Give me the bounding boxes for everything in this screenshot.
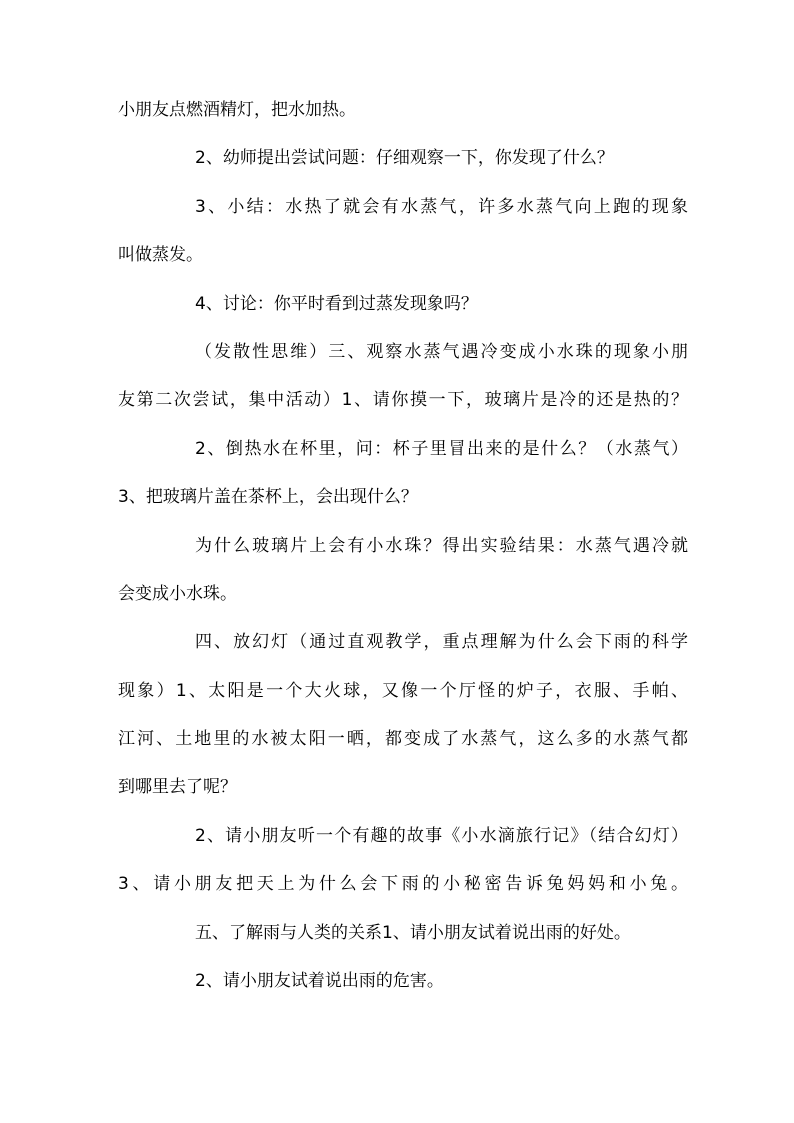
text-line: （发散性思维）三、观察水蒸气遇冷变成小水珠的现象小朋	[195, 341, 688, 362]
text-line: 五、了解雨与人类的关系1、请小朋友试着说出雨的好处。	[195, 922, 631, 943]
text-line: 会变成小水珠。	[118, 583, 237, 604]
text-line: 为什么玻璃片上会有小水珠？得出实验结果：水蒸气遇冷就	[195, 535, 688, 556]
text-line: 叫做蒸发。	[118, 245, 203, 266]
text-line: 江河、土地里的水被太阳一晒，都变成了水蒸气，这么多的水蒸气都	[118, 729, 688, 750]
text-line: 3、请小朋友把天上为什么会下雨的小秘密告诉兔妈妈和小兔。	[118, 874, 688, 895]
document-body	[118, 86, 688, 1005]
text-line: 4、讨论：你平时看到过蒸发现象吗？	[195, 293, 478, 314]
text-line: 2、倒热水在杯里，问：杯子里冒出来的是什么？（水蒸气）	[195, 438, 688, 459]
text-line: 现象）1、太阳是一个大火球，又像一个厅怪的炉子，衣服、手帕、	[118, 680, 688, 701]
text-line: 到哪里去了呢？	[118, 777, 237, 798]
text-line: 2、请小朋友听一个有趣的故事《小水滴旅行记》（结合幻灯）	[195, 825, 688, 846]
text-line: 小朋友点燃酒精灯，把水加热。	[118, 100, 356, 120]
text-line: 3、把玻璃片盖在茶杯上，会出现什么？	[118, 487, 418, 508]
text-line: 2、请小朋友试着说出雨的危害。	[195, 971, 444, 992]
text-line: 友第二次尝试，集中活动）1、请你摸一下，玻璃片是冷的还是热的？	[118, 390, 688, 411]
text-line: 2、幼师提出尝试问题：仔细观察一下，你发现了什么？	[195, 148, 614, 169]
text-line: 四、放幻灯（通过直观教学，重点理解为什么会下雨的科学	[195, 632, 688, 653]
text-line: 3、小结：水热了就会有水蒸气，许多水蒸气向上跑的现象	[195, 196, 688, 217]
